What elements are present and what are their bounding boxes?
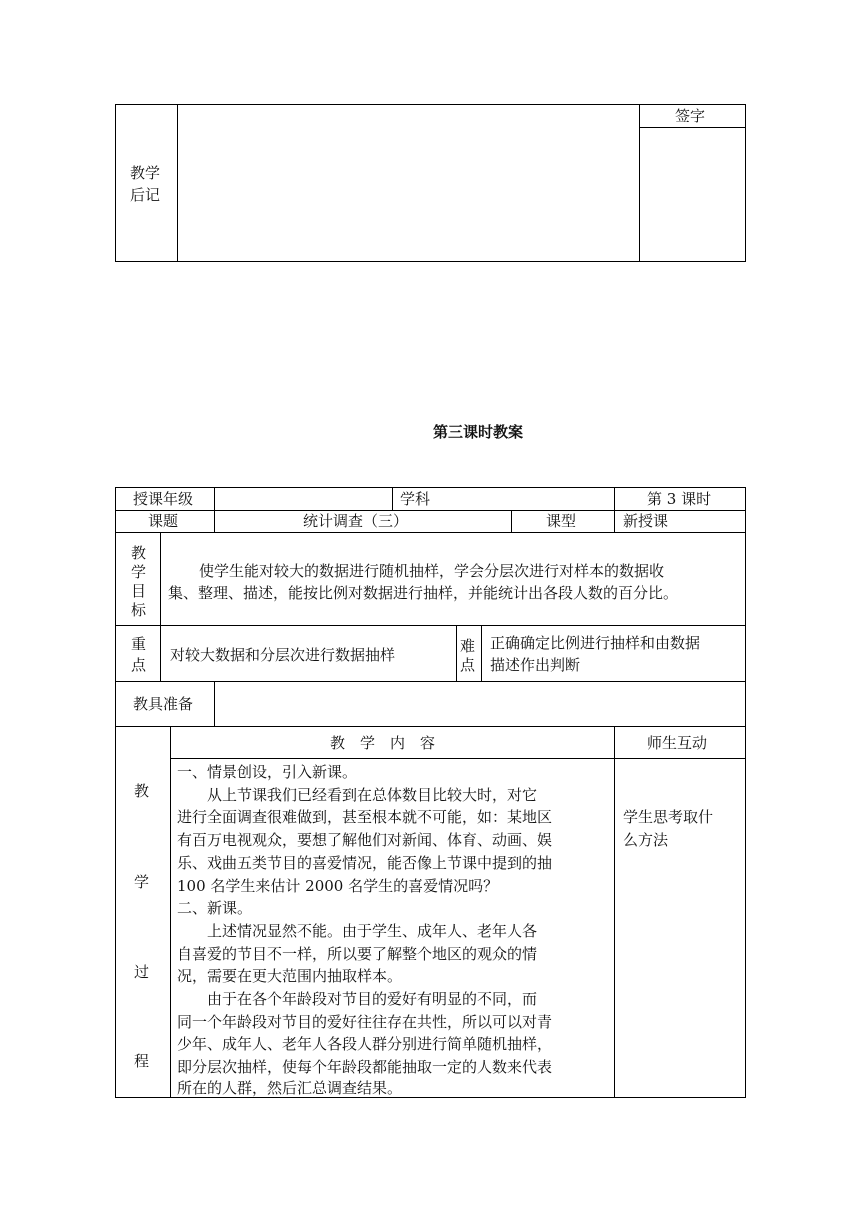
objective-label-char: 标 <box>131 601 147 619</box>
difficulty-label-char: 难 <box>460 637 476 655</box>
difficulty-line: 描述作出判断 <box>490 656 581 674</box>
content-line: 由于在各个年龄段对节目的爱好有明显的不同，而 <box>177 990 538 1008</box>
col-rule <box>170 726 171 1098</box>
process-label-char: 教 <box>134 782 150 800</box>
content-header: 教 学 内 容 <box>330 734 436 752</box>
col-rule <box>481 625 482 681</box>
col-rule <box>214 681 215 726</box>
objective-line: 使学生能对较大的数据进行随机抽样，学会分层次进行对样本的数据收 <box>199 562 665 580</box>
content-line: 同一个年龄段对节目的爱好往往存在共性，所以可以对青 <box>177 1012 553 1031</box>
type-value: 新授课 <box>623 512 669 530</box>
row-rule <box>115 625 746 626</box>
reflection-label-line1: 教学 <box>130 164 161 182</box>
subject-label: 学科 <box>400 490 431 508</box>
content-line: 从上节课我们已经看到在总体数目比较大时，对它 <box>177 785 538 804</box>
grade-label: 授课年级 <box>133 490 194 508</box>
process-label-char: 程 <box>134 1052 150 1070</box>
topic-value: 统计调查（三） <box>303 512 409 530</box>
objective-label-char: 教 <box>131 544 147 562</box>
interaction-line: 学生思考取什 <box>623 808 714 827</box>
period: 第 3 课时 <box>647 490 712 508</box>
content-line: 自喜爱的节目不一样，所以要了解整个地区的观众的情 <box>177 944 538 963</box>
row-rule <box>115 532 746 533</box>
key-label-char: 点 <box>131 656 147 674</box>
content-line: 所在的人群，然后汇总调查结果。 <box>177 1078 403 1097</box>
col-rule <box>614 487 615 532</box>
content-line: 上述情况显然不能。由于学生、成年人、老年人各 <box>177 921 538 940</box>
content-line: 乐、戏曲五类节目的喜爱情况，能否像上节课中提到的抽 <box>177 853 553 872</box>
reflection-divider-1 <box>177 104 178 262</box>
signature-header: 签字 <box>675 107 706 125</box>
col-rule <box>456 625 457 681</box>
interaction-header: 师生互动 <box>647 734 708 752</box>
difficulty-line: 正确确定比例进行抽样和由数据 <box>490 634 701 652</box>
row-rule <box>170 758 746 759</box>
key-value: 对较大数据和分层次进行数据抽样 <box>170 646 396 664</box>
type-label: 课型 <box>546 512 577 530</box>
content-line: 即分层次抽样，使每个年龄段都能抽取一定的人数来代表 <box>177 1058 553 1077</box>
process-label-char: 学 <box>134 873 150 891</box>
content-line: 100 名学生来估计 2000 名学生的喜爱情况吗？ <box>177 876 499 895</box>
interaction-line: 么方法 <box>623 831 669 850</box>
objective-label-char: 学 <box>131 563 147 581</box>
objective-line: 集、整理、描述，能按比例对数据进行抽样，并能统计出各段人数的百分比。 <box>168 584 679 602</box>
content-line: 二、新课。 <box>177 899 253 918</box>
reflection-signature-rule <box>639 127 745 128</box>
content-line: 进行全面调查很难做到，甚至根本就不可能，如：某地区 <box>177 808 553 827</box>
col-rule <box>614 726 615 1098</box>
content-line: 一、情景创设，引入新课。 <box>177 763 358 781</box>
difficulty-label-char: 点 <box>460 656 476 674</box>
objective-label-char: 目 <box>131 582 147 600</box>
content-line: 况，需要在更大范围内抽取样本。 <box>177 967 403 986</box>
process-label-char: 过 <box>134 963 150 981</box>
tools-label: 教具准备 <box>133 695 194 713</box>
row-rule <box>115 726 746 727</box>
topic-label: 课题 <box>148 512 179 530</box>
content-line: 有百万电视观众，要想了解他们对新闻、体育、动画、娱 <box>177 831 553 850</box>
row-rule <box>115 681 746 682</box>
col-rule <box>160 532 161 681</box>
col-rule <box>214 487 215 532</box>
col-rule <box>511 510 512 532</box>
content-line: 少年、成年人、老年人各段人群分别进行简单随机抽样， <box>177 1035 553 1054</box>
reflection-label-line2: 后记 <box>130 186 161 204</box>
col-rule <box>392 487 393 510</box>
page-title: 第三课时教案 <box>433 423 524 441</box>
key-label-char: 重 <box>131 635 147 653</box>
